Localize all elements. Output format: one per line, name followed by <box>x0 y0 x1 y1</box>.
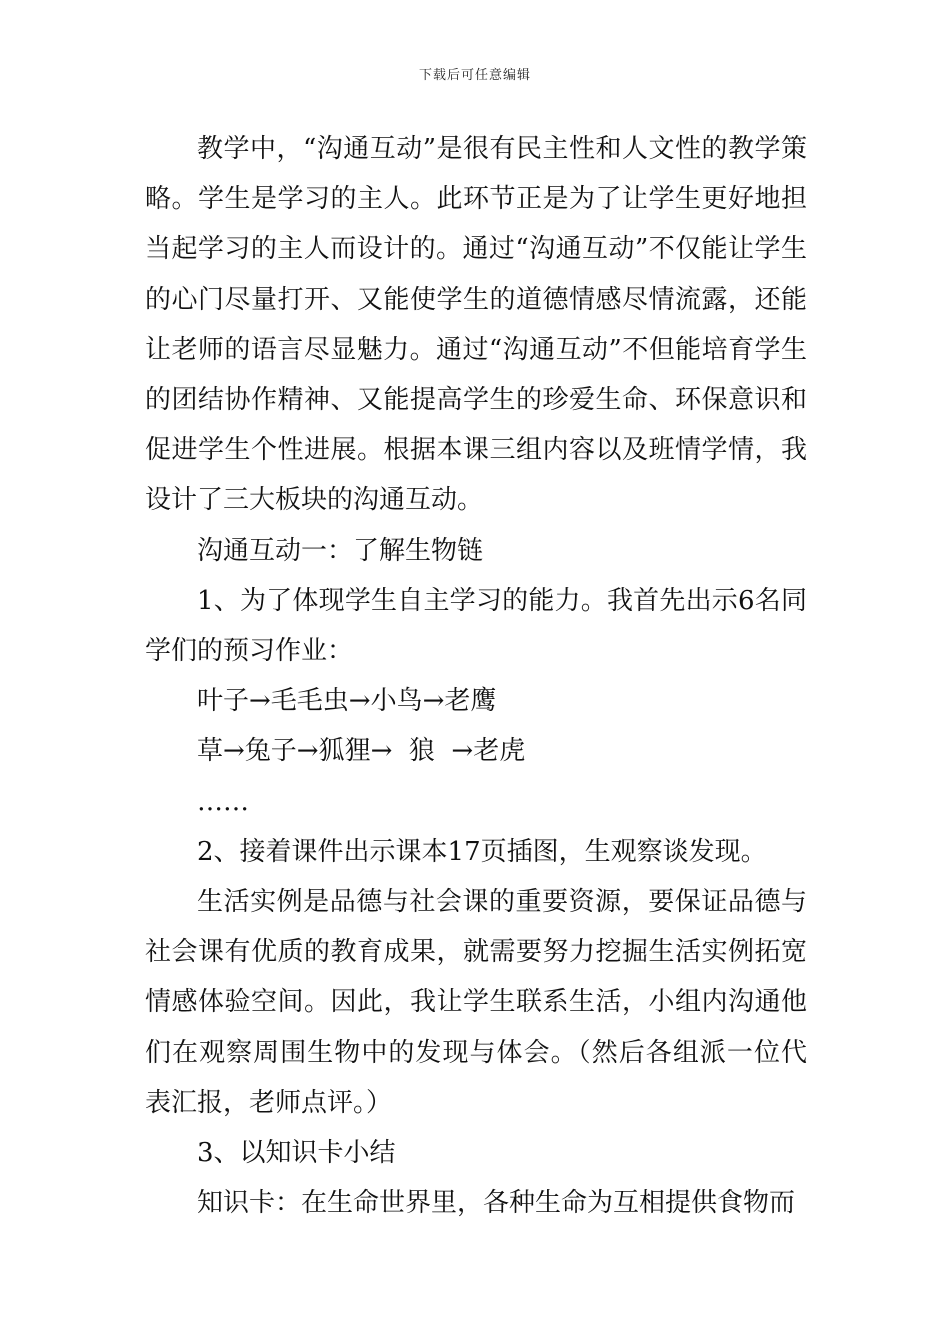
paragraph-step-one: 1、为了体现学生自主学习的能力。我首先出示6名同学们的预习作业： <box>145 585 807 667</box>
paragraph-intro: 教学中，“沟通互动”是很有民主性和人文性的教学策略。学生是学习的主人。此环节正是为了让学生更好地担当起学习的主人而设计的。通过“沟通互动”不仅能让学生的心门尽量打开、又能使学生的道德情感尽情流露，还能让老师的语言尽显魅力。通过“沟通互动”不但能培育学生的团结协作精神、又能提高学生的珍爱生命、环保意识和促进学生个性进展。根据本课三组内容以及班情学情，我设计了三大板块的沟通互动。 <box>145 134 807 516</box>
paragraph-step-two: 2、接着课件出示课本17页插图，生观察谈发现。 <box>197 836 767 867</box>
page-header-note: 下载后可任意编辑 <box>418 68 531 83</box>
food-chain-two: 草→兔子→狐狸→ 狼 →老虎 <box>197 736 526 767</box>
food-chain-one: 叶子→毛毛虫→小鸟→老鹰 <box>197 686 497 717</box>
ellipsis-line: …… <box>197 786 249 817</box>
paragraph-life-examples: 生活实例是品德与社会课的重要资源，要保证品德与社会课有优质的教育成果，就需要努力挖掘生活实例拓宽情感体验空间。因此，我让学生联系生活，小组内沟通他们在观察周围生物中的发现与体会。（然后各组派一位代表汇报，老师点评。） <box>145 887 807 1118</box>
paragraph-step-three: 3、以知识卡小结 <box>197 1138 396 1169</box>
section-heading-interaction-one: 沟通互动一：了解生物链 <box>197 535 484 566</box>
paragraph-knowledge-card: 知识卡：在生命世界里，各种生命为互相提供食物而 <box>197 1188 796 1219</box>
document-body <box>145 124 807 1228</box>
